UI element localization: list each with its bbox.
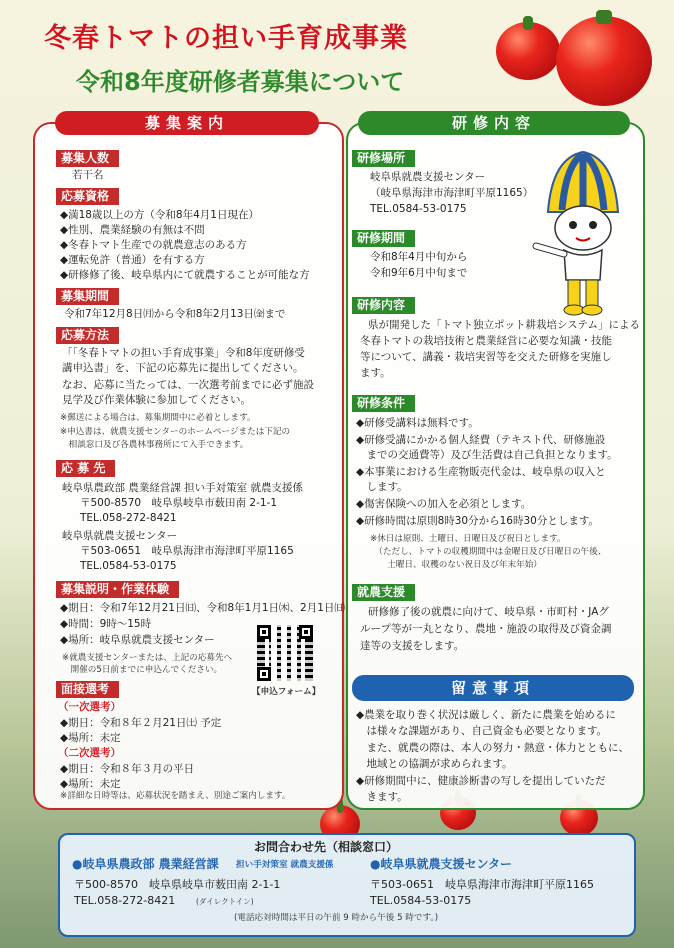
shien-text: 研修修了後の就農に向けて、岐阜県・市町村・JAグ: [368, 606, 609, 618]
houhou-text: 「「冬春トマトの担い手育成事業」令和8年度研修受: [62, 347, 305, 359]
page-subtitle: 令和8年度研修者募集について: [76, 68, 405, 96]
first-selection-label: （一次選考）: [58, 701, 121, 713]
section-label-ninzu: 募集人数: [56, 150, 119, 167]
section-label-kikan: 募集期間: [56, 288, 119, 305]
shikaku-item: ◆冬春トマト生産での就農意志のある方: [60, 239, 247, 251]
contact-hours: (電話応対時間は平日の午前 9 時から午後 5 時です。): [234, 913, 439, 923]
setsumei-item: ◆期日：令和7年12月21日㈰、令和8年1月1日㈭、2月1日㈰: [60, 602, 345, 614]
tomato-image: [496, 22, 560, 80]
kikan-text: 令和7年12月8日㈪から令和8年2月13日㈮まで: [64, 308, 286, 320]
naiyou-text: 冬春トマトの栽培技術と農業経営に必要な知識・技能: [360, 335, 612, 347]
setsumei-note: ※就農支援センターまたは、上記の応募先へ: [62, 653, 233, 663]
application-qr-code[interactable]: [257, 625, 313, 681]
section-label-oubo: 応 募 先: [56, 460, 115, 477]
section-label-shien: 就農支援: [352, 584, 415, 601]
section-label-shikaku: 応募資格: [56, 188, 119, 205]
section-label-basho: 研修場所: [352, 150, 415, 167]
shikaku-item: ◆運転免許（普通）を有する方: [60, 254, 205, 266]
ryui-item: 地域との協調が求められます。: [356, 758, 513, 770]
basho-text: TEL.0584-53-0175: [370, 203, 467, 215]
basho-text: 岐阜県就農支援センター: [370, 171, 486, 183]
ryui-item: は様々な課題があり、自己資金も必要となります。: [356, 725, 608, 737]
ryui-item: ◆農業を取り巻く状況は厳しく、新たに農業を始めるに: [356, 709, 616, 721]
houhou-note: 相談窓口及び各農林事務所にて入手できます。: [60, 440, 249, 450]
contact-org1-tel[interactable]: TEL.058-272-8421: [74, 894, 176, 907]
kenshu-kikan-text: 令和9年6月中旬まで: [370, 267, 468, 279]
shikaku-item: ◆研修修了後、岐阜県内にて就農することが可能な方: [60, 269, 310, 281]
jouken-item: ◆本事業における生産物販売代金は、岐阜県の収入と: [356, 466, 606, 478]
oubo-tel: TEL.058-272-8421: [80, 512, 177, 524]
mensetsu-note: ※詳細な日時等は、応募状況を踏まえ、別途ご案内します。: [60, 791, 291, 801]
houhou-text: 見学及び作業体験に参加してください。: [62, 394, 251, 406]
jouken-item: までの交通費等）及び生活費は自己負担となります。: [356, 449, 618, 461]
shikaku-item: ◆性別、農業経験の有無は不問: [60, 224, 205, 236]
setsumei-note: 開催の5日前までに申込んでください。: [62, 665, 223, 675]
contact-title: お問合わせ先（相談窓口）: [254, 840, 399, 854]
training-header: 研修内容: [358, 111, 630, 135]
setsumei-item: ◆時間：9時～15時: [60, 618, 152, 630]
contact-org1-tel-note: (ダイレクトイン): [196, 897, 254, 906]
contact-org2: ●岐阜県就農支援センター: [370, 857, 512, 871]
shien-text: 達等の支援をします。: [360, 640, 465, 652]
second-selection-label: （二次選考）: [58, 747, 121, 759]
oubo-address: 〒503-0651 岐阜県海津市海津町平原1165: [80, 545, 294, 557]
shien-text: ループ等が一丸となり、農地・施設の取得及び資金調: [360, 623, 612, 635]
jouken-note: ※休日は原則、土曜日、日曜日及び祝日とします。: [370, 534, 566, 544]
houhou-text: 講申込書」を、下記の応募先に提出してください。: [62, 362, 304, 374]
jouken-item: ◆傷害保険への加入を必須とします。: [356, 498, 532, 510]
section-label-setsumei: 募集説明・作業体験: [56, 581, 179, 598]
oubo-org: 岐阜県就農支援センター: [62, 530, 178, 542]
second-selection-item: ◆場所：未定: [60, 778, 121, 790]
ryui-item: また、就農の際は、本人の努力・熱意・体力とともに、: [356, 742, 629, 754]
houhou-text: なお、応募に当たっては、一次選考前までに必ず施設: [62, 379, 314, 391]
ninzu-text: 若干名: [72, 169, 104, 181]
contact-org2-tel[interactable]: TEL.0584-53-0175: [370, 894, 472, 907]
naiyou-text: 県が開発した「トマト独立ポット耕栽培システム」による: [368, 319, 640, 331]
oubo-tel: TEL.0584-53-0175: [80, 560, 177, 572]
page-title: 冬春トマトの担い手育成事業: [44, 23, 408, 54]
notes-header: 留意事項: [352, 675, 634, 701]
houhou-note: ※郵送による場合は、募集期間中に必着とします。: [60, 413, 256, 423]
section-label-houhou: 応募方法: [56, 327, 119, 344]
tomato-image: [556, 16, 652, 106]
contact-org1-address: 〒500-8570 岐阜県岐阜市薮田南 2-1-1: [74, 878, 281, 891]
shikaku-item: ◆満18歳以上の方（令和8年4月1日現在）: [60, 209, 259, 221]
contact-org1-sub: 担い手対策室 就農支援係: [236, 860, 334, 870]
oubo-address: 〒500-8570 岐阜県岐阜市薮田南 2-1-1: [80, 497, 278, 509]
contact-org1: ●岐阜県農政部 農業経営課: [72, 857, 219, 871]
jouken-item: します。: [356, 481, 408, 493]
ryui-item: きます。: [356, 791, 408, 803]
naiyou-text: 等について、講義・栽培実習等を交えた研修を実施し: [360, 351, 612, 363]
jouken-item: ◆研修受講にかかる個人経費（テキスト代、研修施設: [356, 434, 606, 446]
qr-label: 【申込フォーム】: [252, 687, 321, 697]
naiyou-text: ます。: [360, 367, 391, 379]
first-selection-item: ◆期日：令和８年２月21日㈯ 予定: [60, 717, 222, 729]
jouken-item: ◆研修受講料は無料です。: [356, 417, 479, 429]
ryui-item: ◆研修期間中に、健康診断書の写しを提出していただ: [356, 775, 606, 787]
section-label-kenshu-kikan: 研修期間: [352, 230, 415, 247]
section-label-mensetsu: 面接選考: [56, 681, 119, 698]
first-selection-item: ◆場所：未定: [60, 732, 121, 744]
setsumei-item: ◆場所：岐阜県就農支援センター: [60, 634, 215, 646]
jouken-note: （ただし、トマトの収穫期間中は金曜日及び日曜日の午後、: [370, 547, 607, 557]
recruitment-header: 募集案内: [55, 111, 319, 135]
basho-text: （岐阜県海津市海津町平原1165）: [370, 187, 534, 199]
second-selection-item: ◆期日：令和８年３月の平日: [60, 763, 195, 775]
jouken-item: ◆研修時間は原則8時30分から16時30分とします。: [356, 515, 599, 527]
contact-org2-address: 〒503-0651 岐阜県海津市海津町平原1165: [370, 878, 594, 891]
houhou-note: ※申込書は、就農支援センターのホームページまたは下記の: [60, 427, 291, 437]
section-label-jouken: 研修条件: [352, 395, 415, 412]
jouken-note: 土曜日、収穫のない祝日及び年末年始）: [370, 560, 542, 570]
oubo-org: 岐阜県農政部 農業経営課 担い手対策室 就農支援係: [62, 482, 304, 494]
mascot-character-illustration: [528, 150, 638, 320]
section-label-naiyou: 研修内容: [352, 297, 415, 314]
kenshu-kikan-text: 令和8年4月中旬から: [370, 251, 468, 263]
